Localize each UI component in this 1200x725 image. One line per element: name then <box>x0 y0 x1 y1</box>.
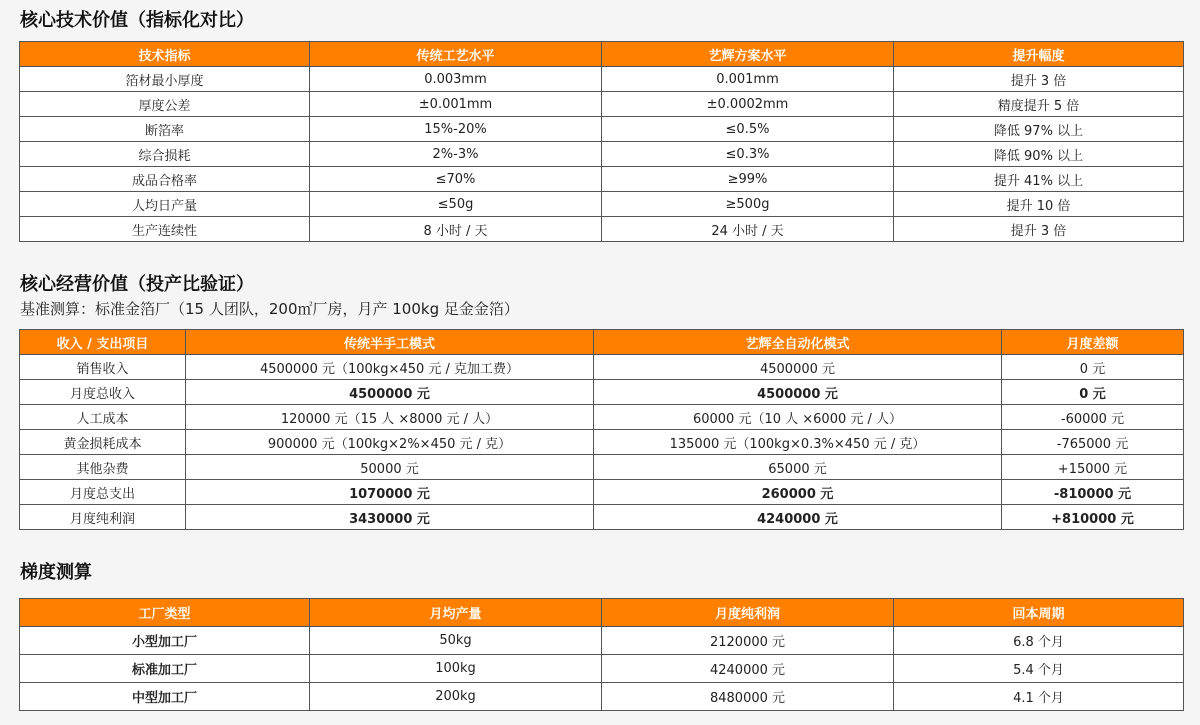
table-cell: 生产连续性 <box>20 217 310 242</box>
table-cell: 24 小时 / 天 <box>602 217 894 242</box>
table-cell: 月度总收入 <box>20 380 186 405</box>
table-cell: 4.1 个月 <box>894 683 1184 711</box>
table-cell: 提升 3 倍 <box>894 217 1184 242</box>
table-row <box>20 67 1184 92</box>
table-cell: 4500000 元 <box>594 355 1002 380</box>
table-cell: 精度提升 5 倍 <box>894 92 1184 117</box>
column-header: 艺辉方案水平 <box>602 42 894 67</box>
table-cell: 5.4 个月 <box>894 655 1184 683</box>
table-cell: 100kg <box>310 655 602 683</box>
table-cell: 1070000 元 <box>186 480 594 505</box>
table-cell: 3430000 元 <box>186 505 594 530</box>
table-row <box>20 683 1184 711</box>
table-cell: 200kg <box>310 683 602 711</box>
table-cell: 50000 元 <box>186 455 594 480</box>
table-row <box>20 627 1184 655</box>
table-cell: 月度总支出 <box>20 480 186 505</box>
table-cell: -810000 元 <box>1002 480 1184 505</box>
tech-value-table <box>19 41 1184 242</box>
table-header-row <box>20 599 1184 627</box>
table-cell: 50kg <box>310 627 602 655</box>
table-header-row <box>20 42 1184 67</box>
column-header: 收入 / 支出项目 <box>20 330 186 355</box>
table-cell: 月度纯利润 <box>20 505 186 530</box>
table-cell: +15000 元 <box>1002 455 1184 480</box>
table-row <box>20 405 1184 430</box>
column-header: 传统半手工模式 <box>186 330 594 355</box>
table-cell: 标准加工厂 <box>20 655 310 683</box>
table-row <box>20 217 1184 242</box>
table-cell: 8 小时 / 天 <box>310 217 602 242</box>
table-cell: 15%-20% <box>310 117 602 142</box>
table-cell: 人均日产量 <box>20 192 310 217</box>
table-cell: 120000 元（15 人 ×8000 元 / 人） <box>186 405 594 430</box>
table-row <box>20 117 1184 142</box>
table-row <box>20 455 1184 480</box>
business-value-table <box>19 329 1184 530</box>
table-cell: 其他杂费 <box>20 455 186 480</box>
table-cell: 135000 元（100kg×0.3%×450 元 / 克） <box>594 430 1002 455</box>
table-cell: ±0.0002mm <box>602 92 894 117</box>
table-cell: 0 元 <box>1002 355 1184 380</box>
table-cell: -60000 元 <box>1002 405 1184 430</box>
section-title-tech: 核心技术价值（指标化对比） <box>20 10 254 31</box>
table-row <box>20 142 1184 167</box>
table-cell: ≤0.5% <box>602 117 894 142</box>
table-row <box>20 92 1184 117</box>
table-cell: 65000 元 <box>594 455 1002 480</box>
gradient-table <box>19 598 1184 711</box>
column-header: 月均产量 <box>310 599 602 627</box>
table-row <box>20 380 1184 405</box>
table-cell: ≥99% <box>602 167 894 192</box>
table-cell: 6.8 个月 <box>894 627 1184 655</box>
table-cell: ±0.001mm <box>310 92 602 117</box>
column-header: 艺辉全自动化模式 <box>594 330 1002 355</box>
table-cell: ≤0.3% <box>602 142 894 167</box>
column-header: 回本周期 <box>894 599 1184 627</box>
table-cell: 中型加工厂 <box>20 683 310 711</box>
table-cell: 8480000 元 <box>602 683 894 711</box>
table-cell: +810000 元 <box>1002 505 1184 530</box>
table-cell: 断箔率 <box>20 117 310 142</box>
table-cell: 4500000 元 <box>594 380 1002 405</box>
column-header: 月度差额 <box>1002 330 1184 355</box>
table-cell: 2%-3% <box>310 142 602 167</box>
table-row <box>20 480 1184 505</box>
table-row <box>20 167 1184 192</box>
table-cell: 4500000 元（100kg×450 元 / 克加工费） <box>186 355 594 380</box>
table-row <box>20 655 1184 683</box>
table-cell: 降低 90% 以上 <box>894 142 1184 167</box>
table-cell: 4240000 元 <box>594 505 1002 530</box>
column-header: 传统工艺水平 <box>310 42 602 67</box>
section-title-gradient: 梯度测算 <box>20 562 92 583</box>
table-row <box>20 355 1184 380</box>
table-cell: 2120000 元 <box>602 627 894 655</box>
table-cell: ≤50g <box>310 192 602 217</box>
table-cell: -765000 元 <box>1002 430 1184 455</box>
table-cell: 人工成本 <box>20 405 186 430</box>
table-cell: 成品合格率 <box>20 167 310 192</box>
table-cell: 0.001mm <box>602 67 894 92</box>
table-cell: 4240000 元 <box>602 655 894 683</box>
table-cell: 销售收入 <box>20 355 186 380</box>
table-row <box>20 430 1184 455</box>
table-cell: 提升 41% 以上 <box>894 167 1184 192</box>
table-cell: 0.003mm <box>310 67 602 92</box>
table-cell: 小型加工厂 <box>20 627 310 655</box>
table-row <box>20 192 1184 217</box>
table-cell: ≥500g <box>602 192 894 217</box>
section-title-business: 核心经营价值（投产比验证） <box>20 274 254 295</box>
table-cell: 箔材最小厚度 <box>20 67 310 92</box>
table-cell: 4500000 元 <box>186 380 594 405</box>
column-header: 工厂类型 <box>20 599 310 627</box>
table-cell: 0 元 <box>1002 380 1184 405</box>
column-header: 提升幅度 <box>894 42 1184 67</box>
table-cell: 提升 3 倍 <box>894 67 1184 92</box>
table-cell: ≤70% <box>310 167 602 192</box>
table-row <box>20 505 1184 530</box>
table-cell: 综合损耗 <box>20 142 310 167</box>
table-cell: 提升 10 倍 <box>894 192 1184 217</box>
table-header-row <box>20 330 1184 355</box>
table-cell: 黄金损耗成本 <box>20 430 186 455</box>
column-header: 技术指标 <box>20 42 310 67</box>
table-cell: 厚度公差 <box>20 92 310 117</box>
table-cell: 降低 97% 以上 <box>894 117 1184 142</box>
column-header: 月度纯利润 <box>602 599 894 627</box>
baseline-note: 基准测算：标准金箔厂（15 人团队，200㎡厂房，月产 100kg 足金金箔） <box>20 300 519 318</box>
table-cell: 260000 元 <box>594 480 1002 505</box>
table-cell: 900000 元（100kg×2%×450 元 / 克） <box>186 430 594 455</box>
table-cell: 60000 元（10 人 ×6000 元 / 人） <box>594 405 1002 430</box>
